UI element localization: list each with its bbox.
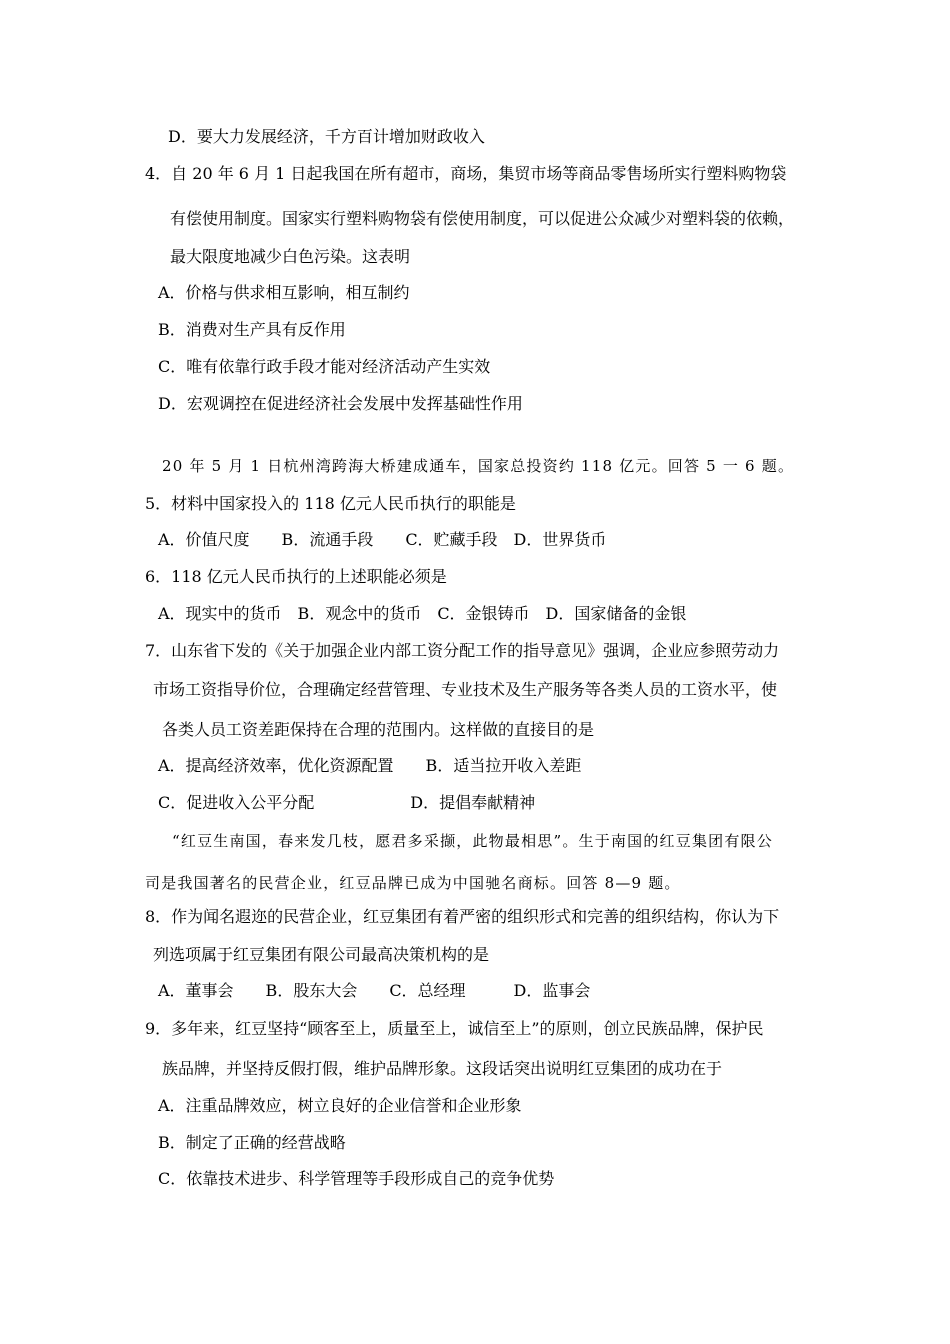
- q4-stem-line3: 最大限度地减少白色污染。这表明: [170, 247, 411, 266]
- q9-option-c: C．依靠技术进步、科学管理等手段形成自己的竞争优势: [158, 1169, 555, 1188]
- material-8-9-line1: “红豆生南国，春来发几枝，愿君多采撷，此物最相思”。生于南国的红豆集团有限公: [172, 832, 773, 850]
- material-8-9-line2: 司是我国著名的民营企业，红豆品牌已成为中国驰名商标。回答 8—9 题。: [145, 874, 681, 892]
- q9-stem-line2: 族品牌，并坚持反假打假，维护品牌形象。这段话突出说明红豆集团的成功在于: [162, 1059, 723, 1078]
- q7-options-ab: A．提高经济效率，优化资源配置 B．适当拉开收入差距: [158, 756, 582, 775]
- q4-option-d: D．宏观调控在促进经济社会发展中发挥基础性作用: [158, 394, 523, 413]
- q4-stem-line1: 4．自 20 年 6 月 1 日起我国在所有超市，商场，集贸市场等商品零售场所实行塑料购物袋: [145, 164, 787, 183]
- q4-option-a: A．价格与供求相互影响，相互制约: [158, 283, 410, 302]
- q4-option-b: B．消费对生产具有反作用: [158, 320, 346, 339]
- q8-stem-line2: 列选项属于红豆集团有限公司最高决策机构的是: [153, 945, 490, 964]
- q7-stem-line2: 市场工资指导价位，合理确定经营管理、专业技术及生产服务等各类人员的工资水平，使: [153, 680, 778, 699]
- q3-option-d: D．要大力发展经济，千方百计增加财政收入: [168, 127, 485, 146]
- q7-options-cd: C．促进收入公平分配 D．提倡奉献精神: [158, 793, 536, 812]
- q6-stem: 6．118 亿元人民币执行的上述职能必须是: [145, 567, 447, 586]
- q7-stem-line3: 各类人员工资差距保持在合理的范围内。这样做的直接目的是: [162, 720, 595, 739]
- q5-options: A．价值尺度 B．流通手段 C．贮藏手段 D．世界货币: [158, 530, 607, 549]
- q6-options: A．现实中的货币 B．观念中的货币 C．金银铸币 D．国家储备的金银: [158, 604, 687, 623]
- q8-stem-line1: 8．作为闻名遐迩的民营企业，红豆集团有着严密的组织形式和完善的组织结构，你认为下: [145, 907, 780, 926]
- q7-stem-line1: 7．山东省下发的《关于加强企业内部工资分配工作的指导意见》强调，企业应参照劳动力: [145, 641, 780, 660]
- q4-stem-line2: 有偿使用制度。国家实行塑料购物袋有偿使用制度，可以促进公众减少对塑料袋的依赖，: [170, 209, 795, 228]
- material-5-6: 20 年 5 月 1 日杭州湾跨海大桥建成通车，国家总投资约 118 亿元。回答 5 一 6 题。: [162, 457, 795, 475]
- q4-option-c: C．唯有依靠行政手段才能对经济活动产生实效: [158, 357, 491, 376]
- q5-stem: 5．材料中国家投入的 118 亿元人民币执行的职能是: [145, 494, 516, 513]
- q8-options: A．董事会 B．股东大会 C．总经理 D．监事会: [158, 981, 591, 1000]
- q9-stem-line1: 9．多年来，红豆坚持“顾客至上，质量至上，诚信至上”的原则，创立民族品牌，保护民: [145, 1019, 764, 1038]
- q9-option-a: A．注重品牌效应，树立良好的企业信誉和企业形象: [158, 1096, 522, 1115]
- q9-option-b: B．制定了正确的经营战略: [158, 1133, 346, 1152]
